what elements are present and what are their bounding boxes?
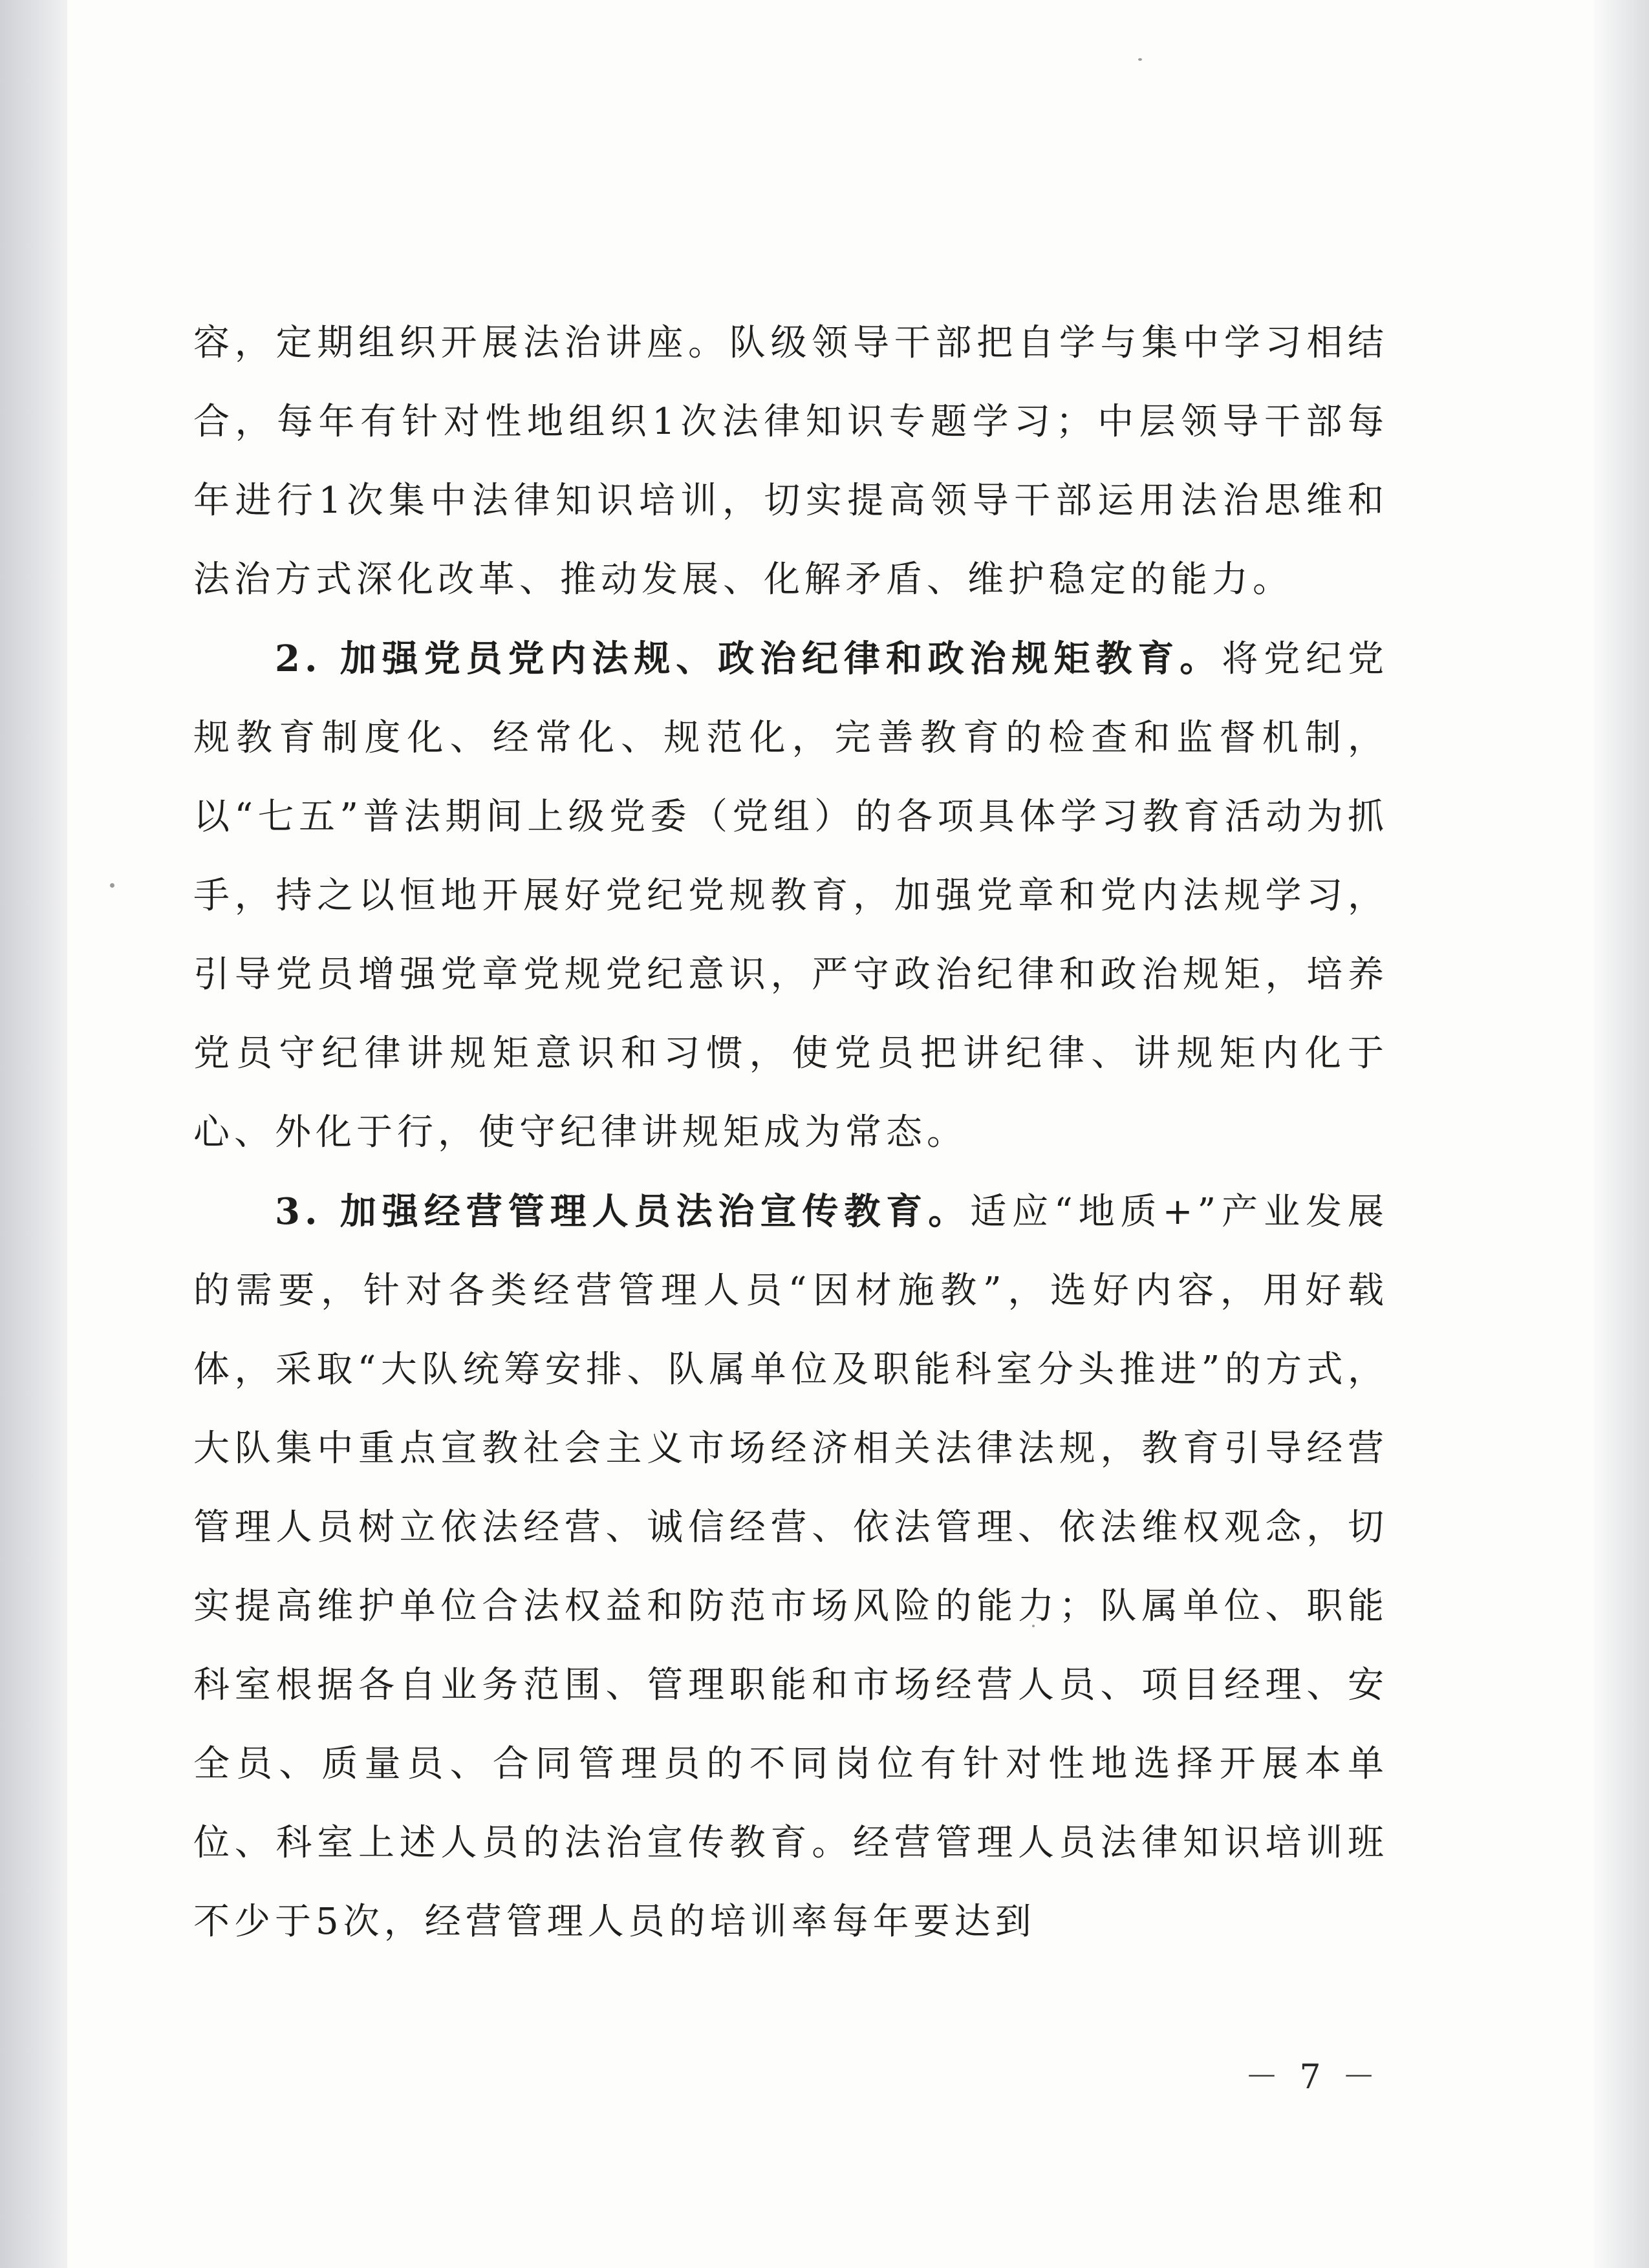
paragraph-body: 容，定期组织开展法治讲座。队级领导干部把自学与集中学习相结合，每年有针对性地组织1次法律知识专题学习；中层领导干部每年进行1次集中法律知识培训，切实提高领导干部运用法治思维和法治方式深化改革、推动发展、化解矛盾、维护稳定的能力。 bbox=[193, 322, 1388, 601]
paragraph-party-discipline bbox=[193, 619, 1388, 1172]
scan-speck bbox=[1138, 58, 1142, 61]
paragraph-heading: 3. 加强经营管理人员法治宣传教育。 bbox=[275, 1190, 971, 1233]
paragraph-continued bbox=[193, 304, 1388, 619]
scan-speck bbox=[110, 883, 114, 888]
paragraph-heading: 2. 加强党员党内法规、政治纪律和政治规矩教育。 bbox=[275, 637, 1222, 680]
page-number: － 7 － bbox=[1245, 2058, 1381, 2097]
paragraph-body: 适应“地质+”产业发展的需要，针对各类经营管理人员“因材施教”，选好内容，用好载体，采取“大队统筹安排、队属单位及职能科室分头推进”的方式，大队集中重点宣教社会主义市场经济相关法律法规，教育引导经营管理人员树立依法经营、诚信经营、依法管理、依法维权观念，切实提高维护单位合法权益和防范市场风险的能力；队属单位、职能科室根据各自业务范围、管理职能和市场经营人员、项目经理、安全员、质量员、合同管理员的不同岗位有针对性地选择开展本单位、科室上述人员的法治宣传教育。经营管理人员法律知识培训班不少于5次，经营管理人员的培训率每年要达到 bbox=[193, 1191, 1388, 1943]
document-body bbox=[193, 304, 1388, 1962]
paragraph-management-education bbox=[193, 1172, 1388, 1962]
scan-shadow-right bbox=[1593, 0, 1649, 2268]
scan-shadow-left bbox=[0, 0, 67, 2268]
paragraph-body: 将党纪党规教育制度化、经常化、规范化，完善教育的检查和监督机制，以“七五”普法期间上级党委（党组）的各项具体学习教育活动为抓手，持之以恒地开展好党纪党规教育，加强党章和党内法规学习，引导党员增强党章党规党纪意识，严守政治纪律和政治规矩，培养党员守纪律讲规矩意识和习惯，使党员把讲纪律、讲规矩内化于心、外化于行，使守纪律讲规矩成为常态。 bbox=[193, 638, 1388, 1153]
